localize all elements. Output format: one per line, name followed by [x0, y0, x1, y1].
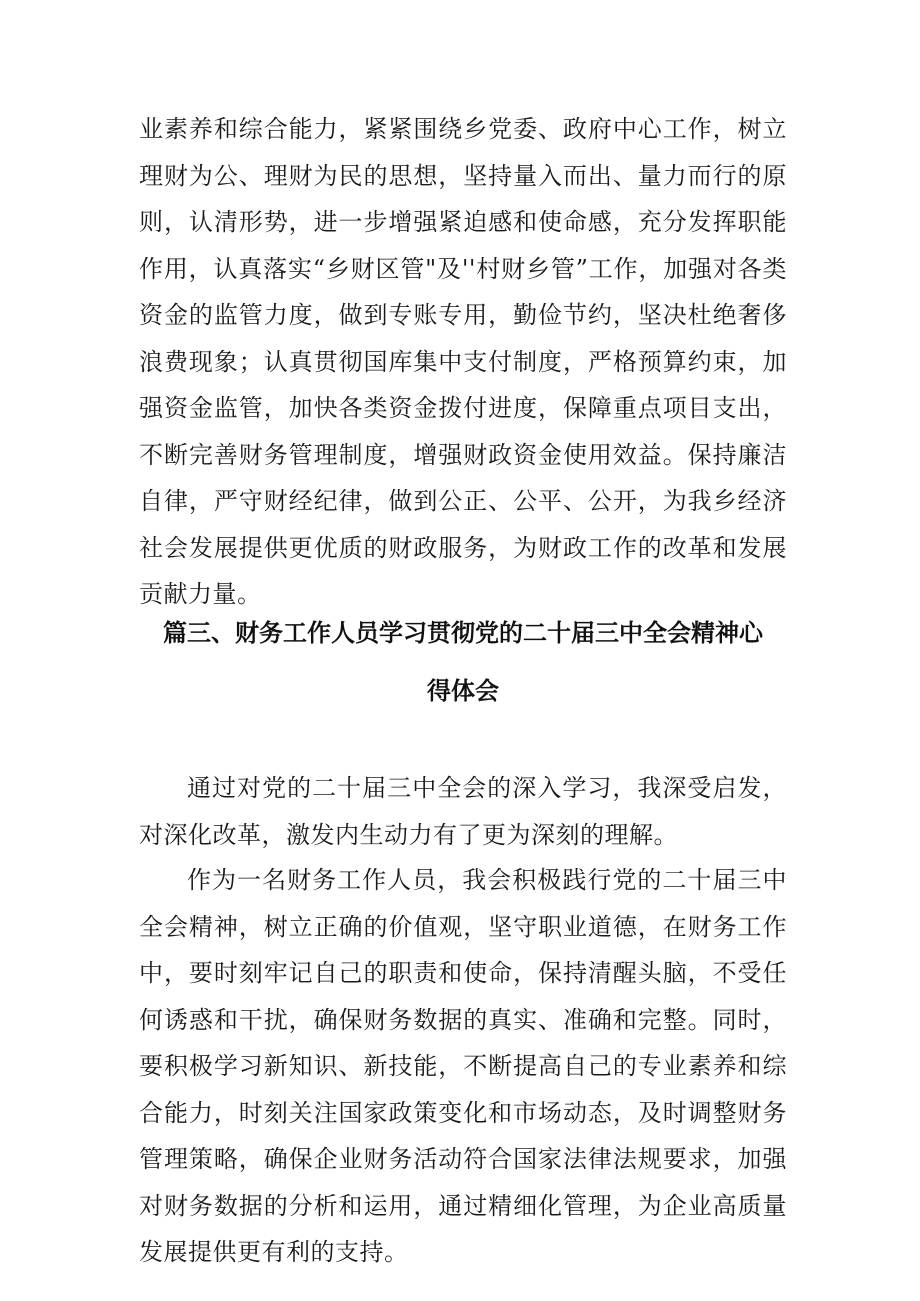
- section-heading-line-2: 得体会: [427, 677, 499, 705]
- section-heading-line-1: 篇三、财务工作人员学习贯彻党的二十届三中全会精神心: [163, 619, 763, 647]
- main-paragraph: 作为一名财务工作人员，我会积极践行党的二十届三中全会精神，树立正确的价值观，坚守职业道德，在财务工作中，要时刻牢记自己的职责和使命，保持清醒头脑，不受任何诱惑和干扰，确保财务数据的真实、准确和完整。同时，要积极学习新知识、新技能，不断提高自己的专业素养和综合能力，时刻关注国家政策变化和市场动态，及时调整财务管理策略，确保企业财务活动符合国家法律法规要求，加强对财务数据的分析和运用，通过精细化管理，为企业高质量发展提供更有利的支持。: [139, 866, 787, 1266]
- continued-paragraph: 业素养和综合能力，紧紧围绕乡党委、政府中心工作，树立理财为公、理财为民的思想，坚持量入而出、量力而行的原则，认清形势，进一步增强紧迫感和使命感，充分发挥职能作用，认真落实“乡财区管"及''村财乡管”工作，加强对各类资金的监管力度，做到专账专用，勤俭节约，坚决杜绝奢侈浪费现象；认真贯彻国库集中支付制度，严格预算约束，加强资金监管，加快各类资金拨付进度，保障重点项目支出，不断完善财务管理制度，增强财政资金使用效益。保持廉洁自律，严守财经纪律，做到公正、公平、公开，为我乡经济社会发展提供更优质的财政服务，为财政工作的改革和发展贡献力量。: [139, 115, 787, 608]
- intro-paragraph: 通过对党的二十届三中全会的深入学习，我深受启发，对深化改革，激发内生动力有了更为深刻的理解。: [139, 774, 787, 849]
